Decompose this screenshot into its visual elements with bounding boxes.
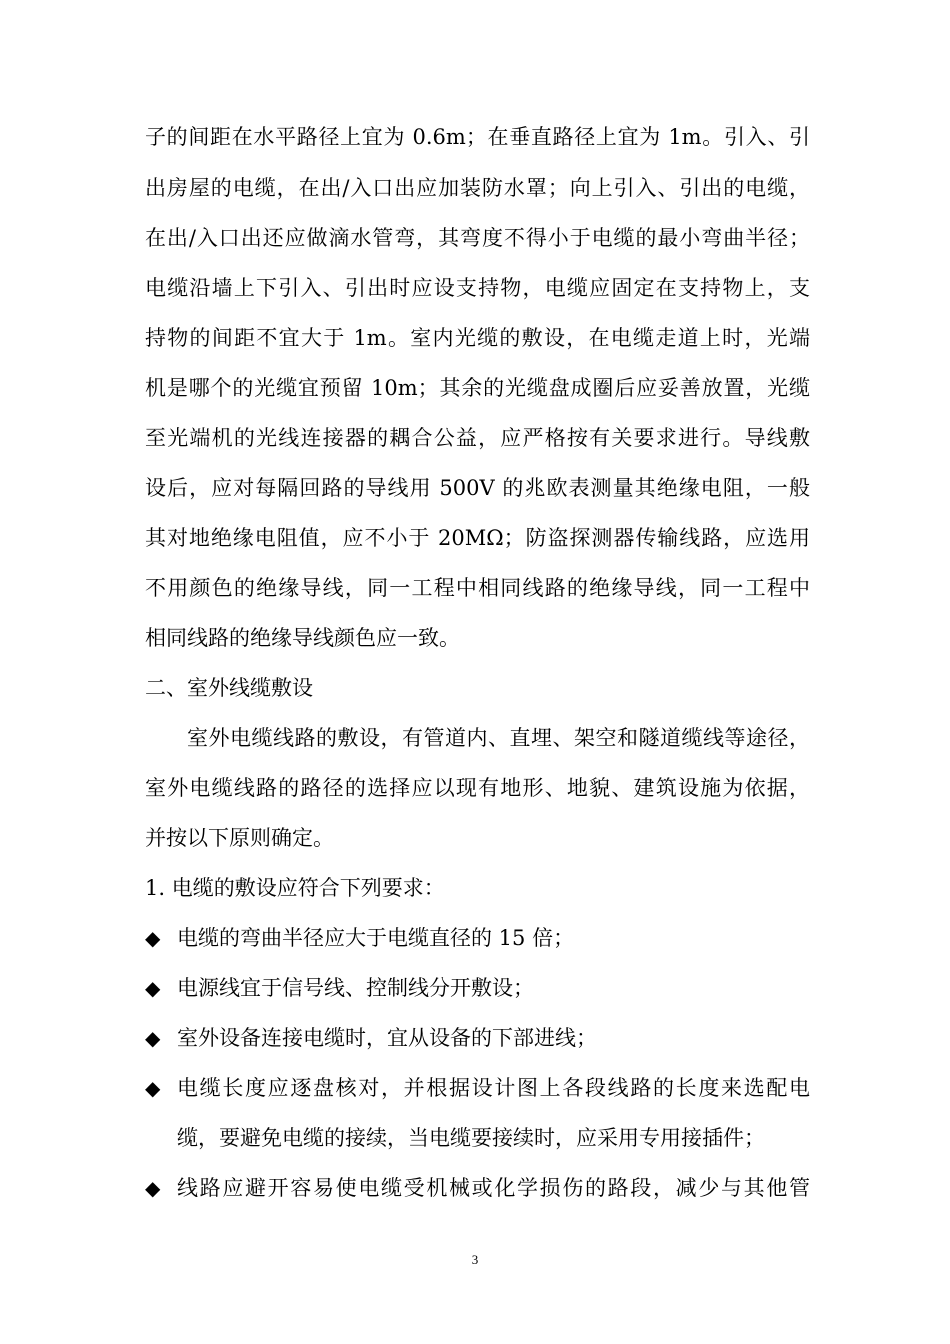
- list-item-text: 电缆的弯曲半径应大于电缆直径的 15 倍；: [177, 926, 575, 950]
- list-item: [145, 1074, 810, 1102]
- text-line: 室外电缆线路的敷设，有管道内、直埋、架空和隧道缆线等途径，: [187, 726, 810, 750]
- diamond-bullet-icon: ◆: [145, 1176, 161, 1200]
- text-line: 在出/入口出还应做滴水管弯，其弯度不得小于电缆的最小弯曲半径；: [145, 226, 810, 250]
- diamond-bullet-icon: ◆: [145, 1026, 161, 1050]
- list-item: [145, 974, 534, 1002]
- diamond-bullet-icon: ◆: [145, 1076, 161, 1100]
- text-line: 子的间距在水平路径上宜为 0.6m；在垂直路径上宜为 1m。引入、引: [145, 125, 810, 149]
- text-line: 至光端机的光线连接器的耦合公益，应严格按有关要求进行。导线敷: [145, 426, 810, 450]
- diamond-bullet-icon: ◆: [145, 976, 161, 1000]
- text-line: 相同线路的绝缘导线颜色应一致。: [145, 626, 460, 650]
- list-item-text: 电源线宜于信号线、控制线分开敷设；: [177, 976, 534, 1000]
- text-line: 持物的间距不宜大于 1m。室内光缆的敷设，在电缆走道上时，光端: [145, 326, 810, 350]
- text-line: 设后，应对每隔回路的导线用 500V 的兆欧表测量其绝缘电阻，一般: [145, 476, 810, 500]
- text-line: 其对地绝缘电阻值，应不小于 20MΩ；防盗探测器传输线路，应选用: [145, 526, 810, 550]
- list-heading: 1. 电缆的敷设应符合下列要求：: [145, 876, 445, 900]
- list-item-continuation: 缆，要避免电缆的接续，当电缆要接续时，应采用专用接插件；: [177, 1126, 765, 1150]
- list-item: [145, 924, 574, 952]
- text-line: 电缆沿墙上下引入、引出时应设支持物，电缆应固定在支持物上，支: [145, 276, 810, 300]
- list-item-text: 室外设备连接电缆时，宜从设备的下部进线；: [177, 1026, 597, 1050]
- section-heading: 二、室外线缆敷设: [145, 676, 313, 700]
- text-line: 室外电缆线路的路径的选择应以现有地形、地貌、建筑设施为依据，: [145, 776, 810, 800]
- text-line: 不用颜色的绝缘导线，同一工程中相同线路的绝缘导线，同一工程中: [145, 576, 810, 600]
- list-item: [145, 1174, 810, 1202]
- diamond-bullet-icon: ◆: [145, 926, 161, 950]
- list-item: [145, 1024, 597, 1052]
- list-item-text: 线路应避开容易使电缆受机械或化学损伤的路段，减少与其他管: [177, 1176, 810, 1200]
- text-line: 并按以下原则确定。: [145, 826, 334, 850]
- text-line: 机是哪个的光缆宜预留 10m；其余的光缆盘成圈后应妥善放置，光缆: [145, 376, 810, 400]
- text-line: 出房屋的电缆，在出/入口出应加装防水罩；向上引入、引出的电缆，: [145, 176, 810, 200]
- list-item-text: 电缆长度应逐盘核对，并根据设计图上各段线路的长度来选配电: [177, 1076, 810, 1100]
- page-number: 3: [471, 1252, 479, 1267]
